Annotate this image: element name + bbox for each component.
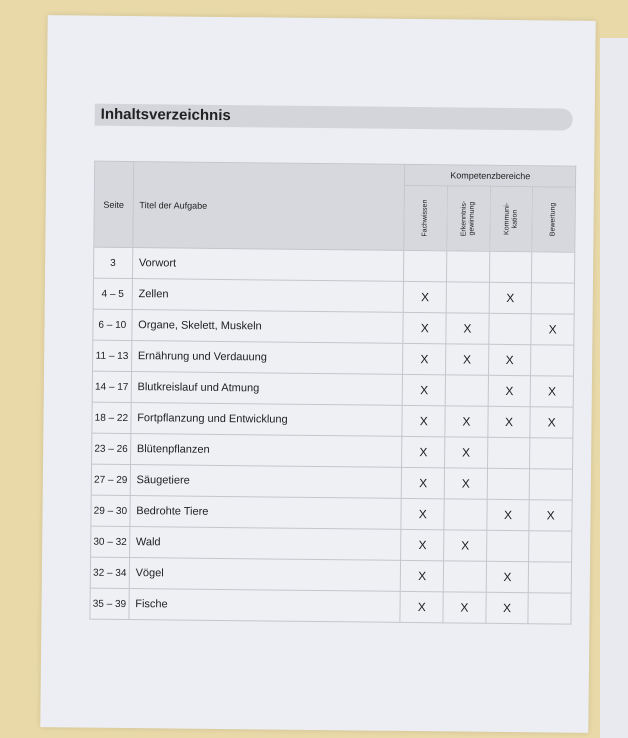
row-mark [444,499,487,530]
row-mark: X [401,529,444,560]
row-mark [443,561,486,592]
row-mark [489,251,532,282]
row-mark [532,252,575,283]
row-mark [528,593,571,624]
table-row [92,433,573,469]
row-seite: 14 – 17 [92,371,131,402]
row-mark: X [445,406,488,437]
row-mark: X [443,592,486,623]
row-mark [404,250,447,281]
book-page [40,15,595,733]
header-fachwissen: Fachwissen [404,185,447,250]
row-titel: Blutkreislauf und Atmung [131,372,403,406]
row-mark [487,437,530,468]
row-seite: 11 – 13 [93,340,132,371]
header-bewertung: Bewertung [532,187,575,252]
table-row [90,557,571,593]
row-mark: X [488,344,531,375]
row-mark: X [488,375,531,406]
row-titel: Fische [129,589,401,623]
row-mark [445,375,488,406]
row-mark [529,562,572,593]
row-seite: 6 – 10 [93,309,132,340]
row-mark: X [446,344,489,375]
header-kompetenzbereiche: Kompetenzbereiche [405,164,576,187]
table-row [93,309,574,345]
row-mark [530,438,573,469]
row-mark: X [402,405,445,436]
row-mark: X [489,282,532,313]
row-titel: Organe, Skelett, Muskeln [132,310,404,344]
table-row [91,464,572,500]
row-seite: 35 – 39 [90,588,129,619]
row-mark: X [531,376,574,407]
row-titel: Wald [129,527,401,561]
row-mark: X [401,498,444,529]
row-titel: Bedrohte Tiere [130,496,402,530]
row-mark [532,283,575,314]
row-seite: 32 – 34 [90,557,129,588]
row-seite: 4 – 5 [93,278,132,309]
row-mark: X [401,560,444,591]
row-titel: Ernährung und Verdauung [131,341,403,375]
row-mark [530,469,573,500]
row-mark: X [530,407,573,438]
row-titel: Zellen [132,279,404,313]
row-mark [447,251,490,282]
row-mark: X [486,561,529,592]
row-seite: 29 – 30 [91,495,130,526]
row-mark: X [529,500,572,531]
row-mark: X [403,343,446,374]
row-mark [486,530,529,561]
row-mark: X [444,468,487,499]
row-titel: Vögel [129,558,401,592]
row-mark: X [444,530,487,561]
row-mark: X [404,281,447,312]
row-mark: X [402,467,445,498]
row-mark [531,345,574,376]
row-mark [489,313,532,344]
row-mark: X [446,313,489,344]
table-row [93,340,574,376]
contents-table [89,161,576,625]
row-mark: X [400,591,443,622]
row-mark [529,531,572,562]
row-mark: X [531,314,574,345]
row-titel: Blütenpflanzen [130,434,402,468]
header-seite: Seite [94,161,134,247]
row-mark: X [402,436,445,467]
table-row [91,495,572,531]
row-titel: Säugetiere [130,465,402,499]
table-row [90,588,571,624]
page-title: Inhaltsverzeichnis [100,105,231,125]
row-mark: X [488,406,531,437]
table-row [91,526,572,562]
row-seite: 30 – 32 [91,526,130,557]
row-mark: X [486,592,529,623]
heading-bar [95,104,573,131]
row-mark: X [403,374,446,405]
row-mark [446,282,489,313]
next-page-edge [600,38,628,738]
row-titel: Vorwort [132,248,404,282]
row-mark: X [445,437,488,468]
row-seite: 3 [93,247,132,278]
header-titel: Titel der Aufgabe [133,162,406,251]
table-row [93,278,574,314]
row-seite: 27 – 29 [91,464,130,495]
table-row [92,402,573,438]
table-row [92,371,573,407]
table-row [93,247,574,283]
row-mark: X [403,312,446,343]
row-seite: 18 – 22 [92,402,131,433]
header-erkenntnisgewinnung: Erkenntnis- gewinnung [447,186,490,251]
row-mark: X [487,499,530,530]
row-titel: Fortpflanzung und Entwicklung [131,403,403,437]
row-seite: 23 – 26 [92,433,131,464]
header-kommunikation: Kommuni- kation [490,186,533,251]
row-mark [487,468,530,499]
